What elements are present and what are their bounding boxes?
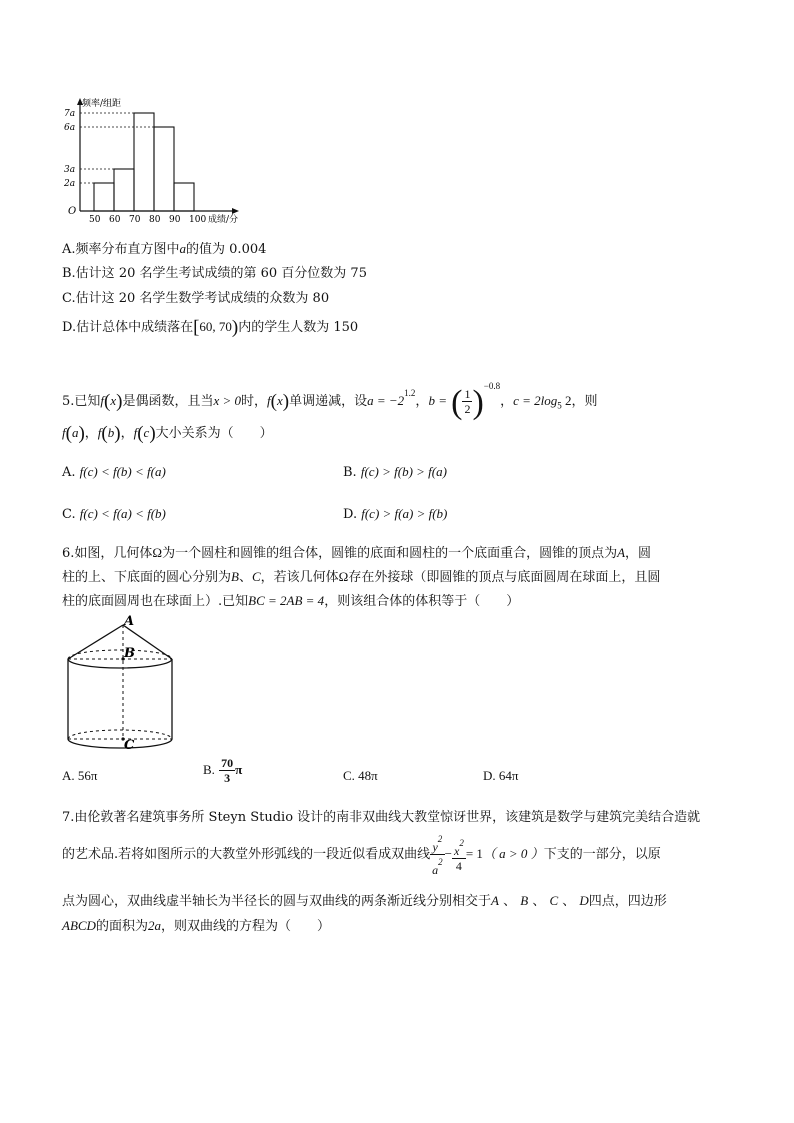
origin-label: O (68, 206, 77, 217)
y-axis-label: 频率/组距 (82, 99, 122, 109)
q6-option-d: D. 64π (483, 768, 519, 783)
histogram-bar (154, 127, 174, 211)
q7-stem-line2: 的艺术品.若将如图所示的大教堂外形弧线的一段近似看成双曲线 $\frac{y^2}{a^2}$ − $\frac{x^2}{4}$ = 1（ a > 0 ）下支的一部分，以原 (62, 834, 661, 877)
q5-option-d: D. f(c) > f(a) > f(b) (343, 506, 448, 522)
x-axis-label: 成绩/分 (208, 215, 239, 225)
point-a-label: A (124, 614, 135, 629)
y-tick-label: 7a (64, 109, 76, 119)
q5-stem-line2: f(a)，f(b)，f(c)大小关系为（ ） (62, 423, 273, 444)
q4-option-a: A.频率分布直方图中a的值为 0.004 (62, 241, 267, 257)
y-tick-label: 6a (64, 123, 76, 133)
q5-stem-line1: 5.已知f(x)是偶函数，且当x > 0时，f(x)单调递减，设$a = -2^{1.2}$，b = ( $\frac{1}{2}$ )$^{-0.8}$，$c = 2\log_5$ 2，则 (62, 381, 598, 421)
q7-stem-line3: 点为圆心，双曲线虚半轴长为半径长的圆与双曲线的两条渐近线分别相交于A 、 B 、 C 、 D四点，四边形 (62, 893, 667, 909)
cone-cylinder-figure (60, 612, 180, 757)
q6-stem-line1: 6.如图，几何体Ω为一个圆柱和圆锥的组合体，圆锥的底面和圆柱的一个底面重合，圆锥的顶点为A，圆 (62, 545, 652, 561)
y-tick-label: 2a (64, 179, 76, 189)
point-c-label: C (124, 738, 135, 753)
x-tick-label: 60 (109, 215, 121, 225)
x-tick-label: 80 (149, 215, 161, 225)
y-tick-label: 3a (64, 165, 76, 175)
q5-option-a: A. f(c) < f(b) < f(a) (62, 464, 166, 480)
q4-option-d: D.估计总体中成绩落在[60, 70)内的学生人数为 150 (62, 317, 359, 338)
x-tick-label: 70 (129, 215, 141, 225)
x-tick-label: 100 (189, 215, 207, 225)
q5-option-c: C. f(c) < f(a) < f(b) (62, 506, 166, 522)
q7-stem-line1: 7.由伦敦著名建筑事务所 Steyn Studio 设计的南非双曲线大教堂惊讶世界，该建筑是数学与建筑完美结合造就 (62, 810, 701, 825)
histogram-bar (114, 169, 134, 211)
q6-option-b: B. $\frac{70}{3}$ π (203, 756, 243, 785)
q4-option-b: B.估计这 20 名学生考试成绩的第 60 百分位数为 75 (62, 266, 367, 281)
q6-option-c: C. 48π (343, 768, 378, 783)
point-b-label: B (124, 646, 135, 661)
frequency-histogram (58, 96, 258, 226)
histogram-bar (94, 183, 114, 211)
histogram-bar (174, 183, 194, 211)
histogram-bar (134, 113, 154, 211)
q6-option-a: A. 56π (62, 768, 98, 783)
q6-stem-line3: 柱的底面圆周也在球面上）.已知BC = 2AB = 4，则该组合体的体积等于（ ） (62, 593, 520, 609)
q4-option-c: C.估计这 20 名学生数学考试成绩的众数为 80 (62, 291, 330, 306)
x-tick-label: 50 (89, 215, 101, 225)
q5-option-b: B. f(c) > f(b) > f(a) (343, 464, 447, 480)
q6-stem-line2: 柱的上、下底面的圆心分别为B、C，若该几何体Ω存在外接球（即圆锥的顶点与底面圆周在球面上，且圆 (62, 569, 661, 585)
x-tick-label: 90 (169, 215, 181, 225)
q7-stem-line4: ABCD的面积为2a，则双曲线的方程为（ ） (62, 918, 330, 934)
